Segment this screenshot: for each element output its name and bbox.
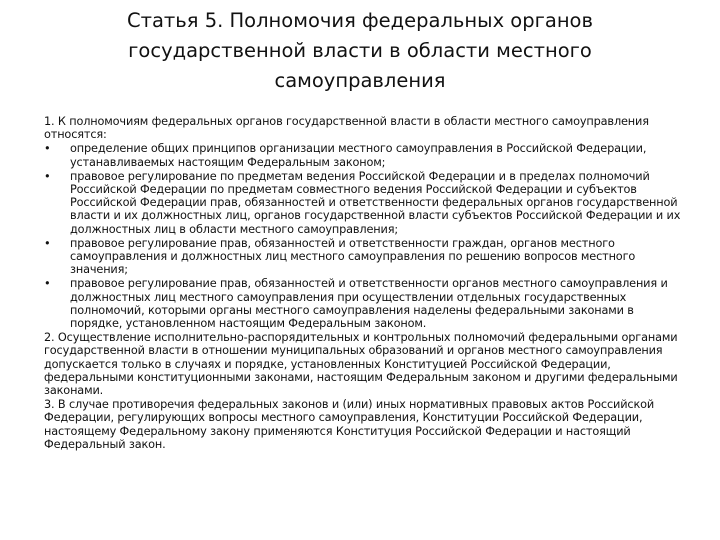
bullet-marker: • [44,277,51,291]
paragraph-3: 3. В случае противоречия федеральных законов и (или) иных нормативных правовых актов Российской Федерации, регулирующих вопросы местного самоуправления, Конституции Российской Федерации, настоящему Федеральному закону применяются Конституция Российской Федерации и настоящий Федеральный закон. [44,398,655,451]
bullet-marker: • [44,169,51,183]
title-line-1: Статья 5. Полномочия федеральных органов [126,9,593,32]
paragraph-2: 2. Осуществление исполнительно-распорядительных и контрольных полномочий федеральными органами государственной власти в отношении муниципальных образований и органов местного самоуправления допускается только в случаях и порядке, установленных Конституцией Российской Федерации, федеральными конституционными законами, настоящим Федеральным законом и другими федеральными законами. [44,331,678,398]
slide-title [70,6,650,96]
bullet-item-4 [44,277,684,330]
bullet-item-1 [44,142,684,168]
bullet-marker: • [44,142,51,156]
bullet-item-2 [44,170,684,236]
bullet-text: определение общих принципов организации местного самоуправления в Российской Федерации, устанавливаемых настоящим Федеральным законом; [70,142,647,169]
bullet-text: правовое регулирование по предметам ведения Российской Федерации и в пределах полномочий Российской Федерации по предметам совместного ведения Российской Федерации и субъектов Российской Федерации прав, обязанностей и ответственности федеральных органов государственной власти и их должностных лиц, органов государственной власти субъектов Российской Федерации и их должностных лиц в области местного самоуправления; [70,169,681,236]
bullet-text: правовое регулирование прав, обязанностей и ответственности граждан, органов местного самоуправления и должностных лиц местного самоуправления по решению вопросов местного значения; [70,236,636,277]
paragraph-1-intro: 1. К полномочиям федеральных органов государственной власти в области местного самоуправления относятся: [44,115,649,142]
bullet-item-3 [44,237,684,277]
article-body [44,115,684,452]
bullet-text: правовое регулирование прав, обязанностей и ответственности органов местного самоуправления и должностных лиц местного самоуправления при осуществлении отдельных государственных полномочий, которыми органы местного самоуправления наделены федеральными законами в порядке, установленном настоящим Федеральным законом. [70,277,668,331]
bullet-marker: • [44,236,51,250]
title-line-3: самоуправления [274,69,446,92]
title-line-2: государственной власти в области местного [128,39,592,62]
